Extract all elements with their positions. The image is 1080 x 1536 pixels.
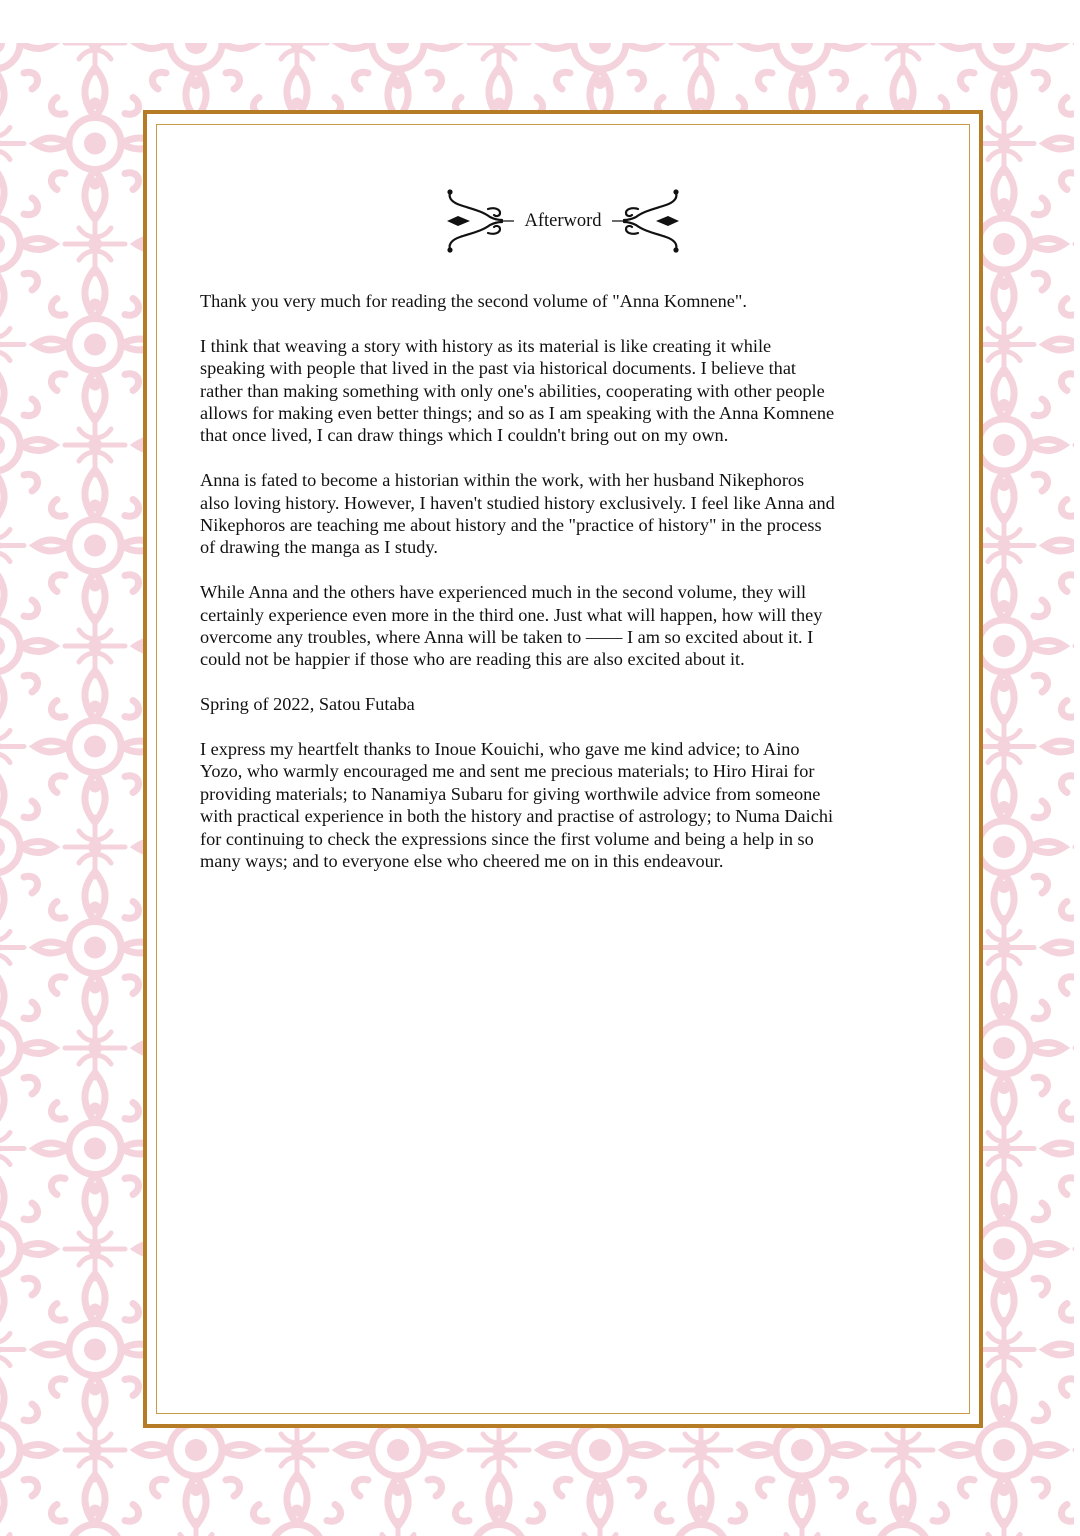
page-frame bbox=[143, 110, 983, 1428]
afterword-heading bbox=[147, 186, 979, 256]
signature-line: Spring of 2022, Satou Futaba bbox=[200, 694, 415, 715]
paragraph-third-volume: While Anna and the others have experienced much in the second volume, they will certainly experience even more in the third one. Just what will happen, how will they overcome any troubles, where Anna will be taken to —— I am so excited about it. I could not be happier if those who are reading this are also excited about it. bbox=[200, 582, 823, 670]
paragraph-anna-historian: Anna is fated to become a historian within the work, with her husband Nikephoros also loving history. However, I haven't studied history exclusively. I feel like Anna and Nikephoros are teaching me about history and the "practice of history" in the process of drawing the manga as I study. bbox=[200, 470, 835, 558]
paragraph-acknowledgements: I express my heartfelt thanks to Inoue Kouichi, who gave me kind advice; to Aino Yozo, who warmly encouraged me and sent me precious materials; to Hiro Hirai for providing materials; to Nanamiya Subaru for giving worthwile advice from someone with practical experience in both the history and practise of astrology; to Numa Daichi for continuing to check the expressions since the first volume and being a help in so many ways; and to everyone else who cheered me on in this endeavour. bbox=[200, 739, 834, 872]
page-title: Afterword bbox=[524, 210, 602, 231]
afterword-body bbox=[200, 290, 916, 895]
flourish-right-icon bbox=[612, 187, 682, 255]
flourish-left-icon bbox=[444, 187, 514, 255]
paragraph-weaving-story: I think that weaving a story with history as its material is like creating it while speaking with people that lived in the past via historical documents. I believe that rather than making something with only one's abilities, cooperating with other people allows for making even better things; and so as I am speaking with the Anna Komnene that once lived, I can draw things which I couldn't bring out on my own. bbox=[200, 335, 835, 446]
paragraph-thanks-reading: Thank you very much for reading the second volume of "Anna Komnene". bbox=[200, 291, 747, 311]
